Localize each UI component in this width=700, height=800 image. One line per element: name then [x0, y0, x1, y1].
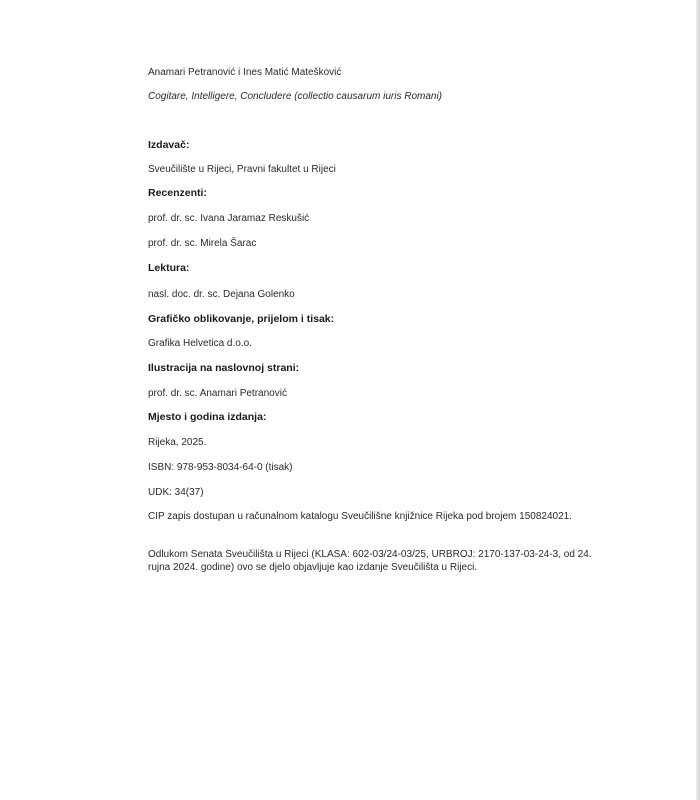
udk: UDK: 34(37)	[148, 487, 204, 498]
cover-illustration-heading: Ilustracija na naslovnoj strani:	[148, 362, 300, 374]
publisher-heading: Izdavač:	[148, 139, 190, 151]
reviewer-2: prof. dr. sc. Mirela Šarac	[148, 238, 257, 249]
cover-illustration-value: prof. dr. sc. Anamari Petranović	[148, 388, 287, 399]
reviewers-heading: Recenzenti:	[148, 187, 207, 199]
book-title: Cogitare, Intelligere, Concludere (collectio causarum iuris Romani)	[148, 91, 443, 102]
publisher-value: Sveučilište u Rijeci, Pravni fakultet u Rijeci	[148, 164, 336, 175]
design-value: Grafika Helvetica d.o.o.	[148, 338, 252, 349]
place-year-heading: Mjesto i godina izdanja:	[148, 411, 267, 423]
authors: Anamari Petranović i Ines Matić Matešković	[148, 67, 342, 78]
proofreading-value: nasl. doc. dr. sc. Dejana Golenko	[148, 289, 295, 300]
isbn: ISBN: 978-953-8034-64-0 (tisak)	[148, 462, 293, 473]
page-edge-shadow	[696, 0, 700, 800]
senate-note: Odlukom Senata Sveučilišta u Rijeci (KLASA: 602-03/24-03/25, URBROJ: 2170-137-03-24-3, od 24. rujna 2024. godine) ovo se djelo objavljuje kao izdanje Sveučilišta u Rijeci.	[148, 549, 592, 573]
design-heading: Grafičko oblikovanje, prijelom i tisak:	[148, 313, 335, 325]
reviewer-1: prof. dr. sc. Ivana Jaramaz Reskušić	[148, 213, 310, 224]
place-year-value: Rijeka, 2025.	[148, 437, 207, 448]
proofreading-heading: Lektura:	[148, 262, 190, 274]
cip-note: CIP zapis dostupan u računalnom katalogu Sveučilišne knjižnice Rijeka pod brojem 150824021.	[148, 511, 572, 522]
